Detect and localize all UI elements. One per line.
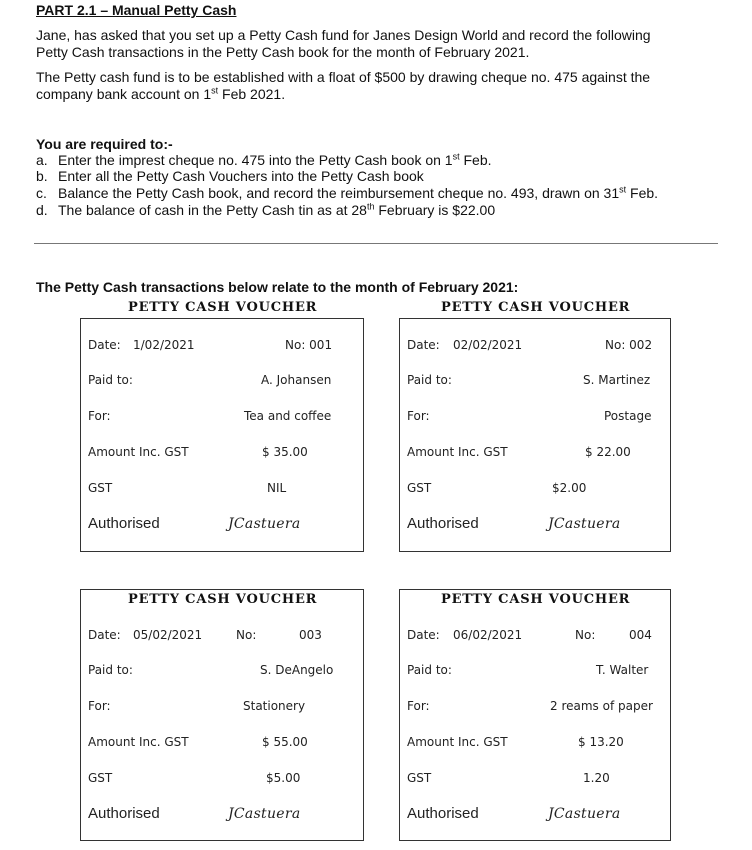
- number-label: No:: [575, 628, 596, 642]
- voucher-payee: S. Martinez: [583, 373, 651, 387]
- voucher-gst: $2.00: [552, 481, 587, 495]
- intro-line-2: Petty Cash transactions in the Petty Cash book for the month of February 2021.: [36, 44, 530, 60]
- voucher-amount: $ 22.00: [585, 445, 631, 459]
- authorised-label: Authorised: [88, 805, 160, 822]
- date-label: Date:: [407, 338, 440, 352]
- voucher-purpose: Tea and coffee: [244, 409, 332, 423]
- for-label: For:: [88, 409, 111, 423]
- requirement-tail: February is $22.00: [374, 202, 496, 218]
- voucher-payee: A. Johansen: [261, 373, 332, 387]
- amount-label: Amount Inc. GST: [88, 445, 189, 459]
- voucher-number: No: 002: [605, 338, 653, 352]
- requirement-text: The balance of cash in the Petty Cash tin as at 28: [58, 202, 367, 218]
- amount-label: Amount Inc. GST: [407, 445, 508, 459]
- requirement-text: Enter the imprest cheque no. 475 into the Petty Cash book on 1: [58, 152, 453, 168]
- authorised-label: Authorised: [407, 515, 479, 532]
- requirement-item: [36, 185, 658, 201]
- voucher-number: 003: [299, 628, 322, 642]
- signature: JCastuera: [548, 516, 621, 532]
- intro-line-4-tail: Feb 2021.: [218, 86, 286, 102]
- intro-paragraph-2: [36, 69, 716, 103]
- voucher-amount: $ 13.20: [578, 735, 624, 749]
- voucher-card: [399, 318, 671, 552]
- requirement-item: [36, 168, 424, 184]
- gst-label: GST: [407, 771, 432, 785]
- paid-to-label: Paid to:: [407, 373, 452, 387]
- requirement-letter: c.: [36, 185, 47, 201]
- voucher-gst: NIL: [267, 481, 287, 495]
- requirement-tail: Feb.: [459, 152, 492, 168]
- requirement-text: Enter all the Petty Cash Vouchers into the Petty Cash book: [58, 168, 424, 184]
- intro-line-1: Jane, has asked that you set up a Petty Cash fund for Janes Design World and record the following: [36, 27, 651, 43]
- amount-label: Amount Inc. GST: [407, 735, 508, 749]
- voucher-title: PETTY CASH VOUCHER: [441, 300, 631, 315]
- signature: JCastuera: [228, 806, 301, 822]
- intro-line-3: The Petty cash fund is to be established with a float of $500 by drawing cheque no. 475 against the: [36, 69, 651, 85]
- voucher-date: 06/02/2021: [453, 628, 523, 642]
- voucher-title: PETTY CASH VOUCHER: [128, 300, 318, 315]
- gst-label: GST: [88, 771, 113, 785]
- requirement-letter: a.: [36, 152, 48, 168]
- voucher-card: [80, 318, 364, 552]
- requirement-item: [36, 152, 492, 168]
- voucher-date: 05/02/2021: [133, 628, 203, 642]
- voucher-title: PETTY CASH VOUCHER: [128, 592, 318, 607]
- number-label: No:: [236, 628, 257, 642]
- amount-label: Amount Inc. GST: [88, 735, 189, 749]
- date-label: Date:: [88, 338, 121, 352]
- voucher-purpose: Postage: [604, 409, 652, 423]
- authorised-label: Authorised: [407, 805, 479, 822]
- voucher-gst: $5.00: [266, 771, 301, 785]
- voucher-payee: S. DeAngelo: [260, 663, 334, 677]
- voucher-card: [399, 589, 671, 841]
- voucher-number: 004: [629, 628, 652, 642]
- voucher-card: [80, 589, 364, 841]
- intro-line-4: [36, 86, 716, 103]
- requirement-sup: st: [452, 151, 460, 162]
- voucher-purpose: 2 reams of paper: [550, 699, 653, 713]
- requirement-sup: st: [619, 184, 627, 195]
- date-label: Date:: [407, 628, 440, 642]
- authorised-label: Authorised: [88, 515, 160, 532]
- voucher-amount: $ 35.00: [262, 445, 308, 459]
- for-label: For:: [88, 699, 111, 713]
- intro-line-4-text: company bank account on 1: [36, 86, 212, 102]
- for-label: For:: [407, 699, 430, 713]
- requirement-letter: b.: [36, 168, 48, 184]
- voucher-purpose: Stationery: [243, 699, 306, 713]
- paid-to-label: Paid to:: [88, 663, 133, 677]
- voucher-payee: T. Walter: [596, 663, 649, 677]
- requirement-letter: d.: [36, 202, 48, 218]
- page-title: PART 2.1 – Manual Petty Cash: [36, 2, 237, 18]
- gst-label: GST: [88, 481, 113, 495]
- requirement-item: [36, 202, 495, 218]
- gst-label: GST: [407, 481, 432, 495]
- voucher-number: No: 001: [285, 338, 333, 352]
- intro-line-4-sup: st: [211, 85, 219, 96]
- requirement-sup: th: [366, 201, 375, 212]
- requirements-heading: You are required to:-: [36, 136, 173, 152]
- signature: JCastuera: [548, 806, 621, 822]
- for-label: For:: [407, 409, 430, 423]
- paid-to-label: Paid to:: [407, 663, 452, 677]
- requirement-text: Balance the Petty Cash book, and record the reimbursement cheque no. 493, drawn on 31: [58, 185, 620, 201]
- voucher-gst: 1.20: [583, 771, 610, 785]
- voucher-title: PETTY CASH VOUCHER: [441, 592, 631, 607]
- intro-paragraph-1: [36, 27, 716, 61]
- date-label: Date:: [88, 628, 121, 642]
- requirement-tail: Feb.: [626, 185, 659, 201]
- section-divider: [34, 243, 718, 244]
- voucher-date: 1/02/2021: [133, 338, 195, 352]
- transactions-heading: The Petty Cash transactions below relate to the month of February 2021:: [36, 279, 519, 295]
- voucher-date: 02/02/2021: [453, 338, 523, 352]
- paid-to-label: Paid to:: [88, 373, 133, 387]
- voucher-amount: $ 55.00: [262, 735, 308, 749]
- signature: JCastuera: [228, 516, 301, 532]
